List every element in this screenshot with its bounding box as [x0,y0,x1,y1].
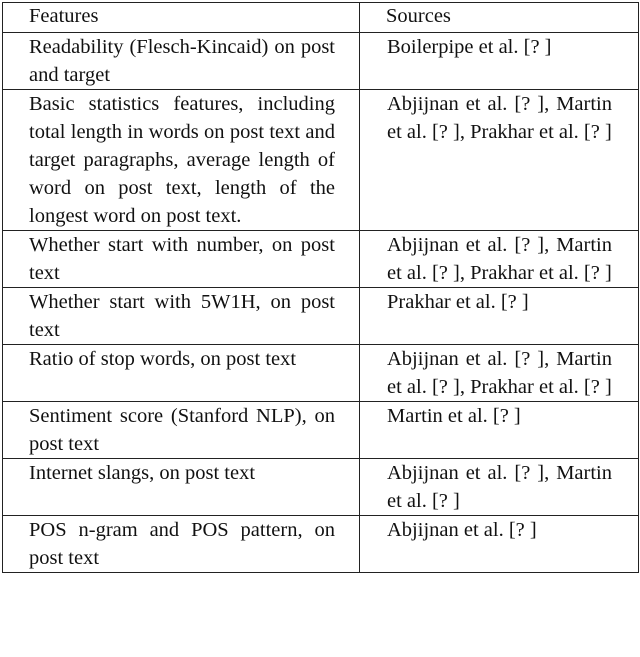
source-cell: Abjijnan et al. [? ], Martin et al. [? ], Prakhar et al. [? ] [360,345,639,402]
feature-cell: Whether start with 5W1H, on post text [3,288,360,345]
table-row [3,33,639,90]
feature-cell: POS n-gram and POS pattern, on post text [3,516,360,573]
source-cell: Boilerpipe et al. [? ] [360,33,639,90]
source-cell: Martin et al. [? ] [360,402,639,459]
source-cell: Abjijnan et al. [? ], Martin et al. [? ] [360,459,639,516]
header-features: Features [3,3,360,33]
feature-cell: Sentiment score (Stanford NLP), on post text [3,402,360,459]
feature-cell: Basic statistics features, including total length in words on post text and target paragraphs, average length of word on post text, length of the longest word on post text. [3,90,360,231]
table-row [3,231,639,288]
feature-cell: Internet slangs, on post text [3,459,360,516]
table-row [3,345,639,402]
table-row [3,288,639,345]
table-row [3,90,639,231]
source-cell: Abjijnan et al. [? ], Martin et al. [? ], Prakhar et al. [? ] [360,231,639,288]
features-sources-table [2,2,639,573]
table-row [3,459,639,516]
table-row [3,402,639,459]
source-cell: Prakhar et al. [? ] [360,288,639,345]
header-row [3,3,639,33]
feature-cell: Whether start with number, on post text [3,231,360,288]
source-cell: Abjijnan et al. [? ] [360,516,639,573]
feature-cell: Readability (Flesch-Kincaid) on post and target [3,33,360,90]
table-row [3,516,639,573]
header-sources: Sources [360,3,639,33]
source-cell: Abjijnan et al. [? ], Martin et al. [? ], Prakhar et al. [? ] [360,90,639,231]
feature-cell: Ratio of stop words, on post text [3,345,360,402]
